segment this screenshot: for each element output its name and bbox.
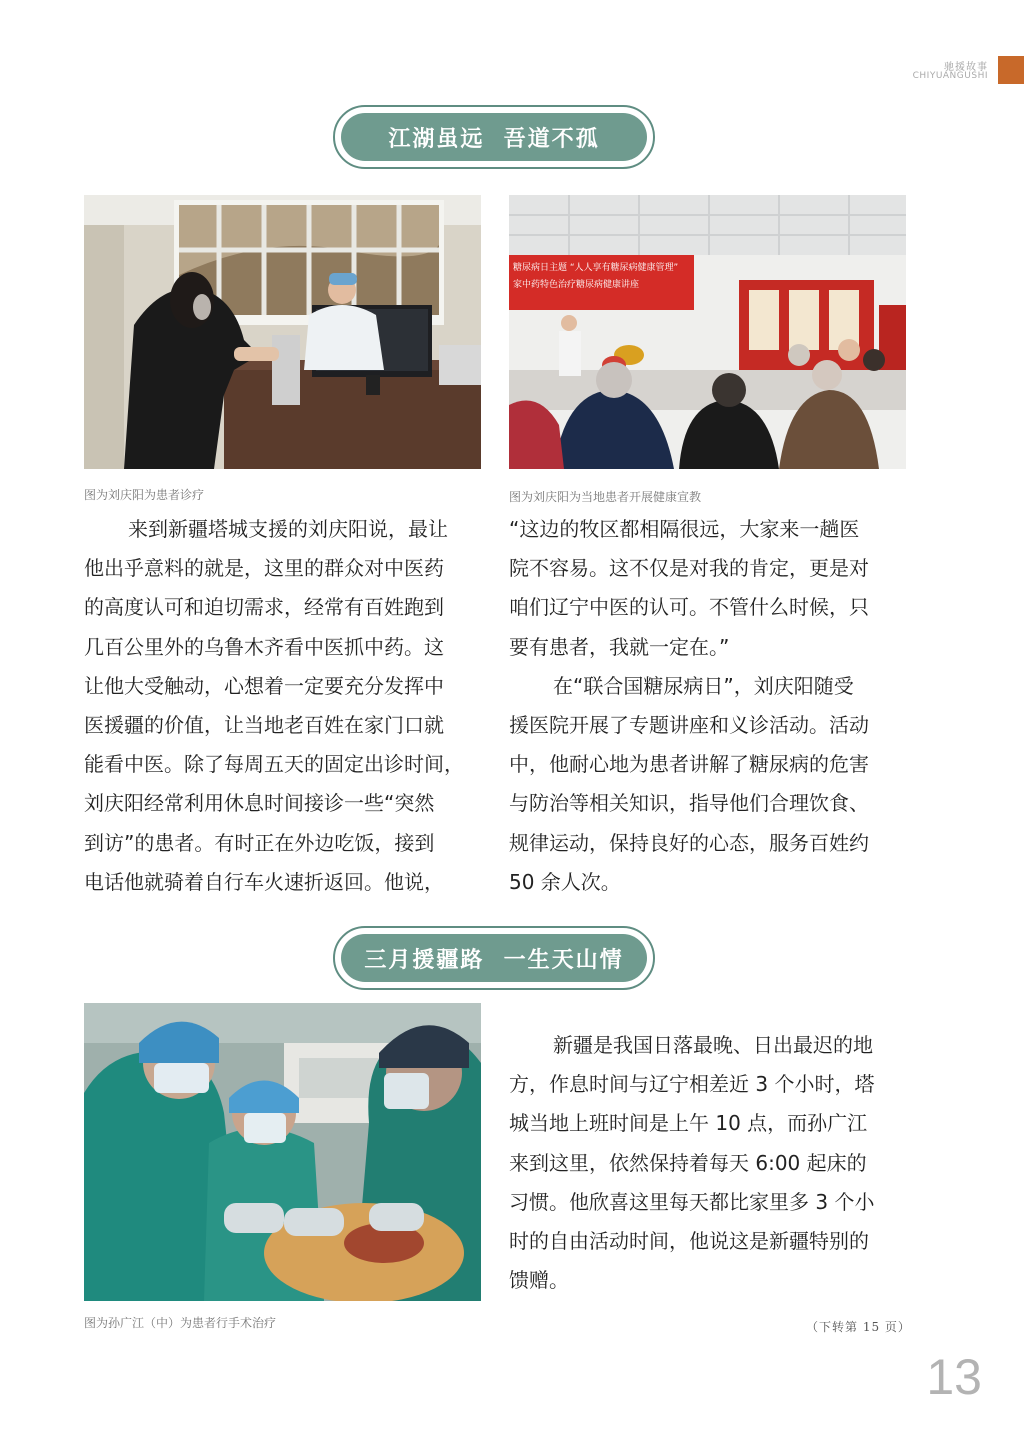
photo-health-lecture: [509, 195, 906, 469]
banner-line-2: 家中药特色治疗糖尿病健康讲座: [513, 280, 640, 290]
section2-right-text: [509, 1026, 906, 1300]
text-line: 电话他就骑着自行车火速折返回。他说，: [84, 869, 444, 894]
page-number: 13: [926, 1349, 982, 1405]
text-line: 他出乎意料的就是，这里的群众对中医药: [84, 556, 444, 581]
text-line: 新疆是我国日落最晚、日出最迟的地: [553, 1033, 873, 1057]
text-line: 时的自由活动时间，他说这是新疆特别的: [509, 1229, 869, 1254]
text-line: 几百公里外的乌鲁木齐看中医抓中药。这: [84, 634, 444, 659]
text-line: 城当地上班时间是上午 10 点，而孙广江: [509, 1111, 868, 1136]
photo-caption-surgery: 图为孙广江（中）为患者行手术治疗: [84, 1316, 277, 1330]
continued-note: （下转第 15 页）: [806, 1320, 911, 1334]
section-label-english: CHIYUANGUSHI: [912, 71, 988, 81]
text-line: 中，他耐心地为患者讲解了糖尿病的危害: [509, 752, 869, 777]
photo-consultation: [84, 195, 481, 469]
text-line: 习惯。他欣喜这里每天都比家里多 3 个小: [509, 1189, 875, 1214]
section-label: 驰援故事: [944, 62, 988, 73]
text-line: 援医院开展了专题讲座和义诊活动。活动: [509, 713, 869, 738]
text-line: “这边的牧区都相隔很远，大家来一趟医: [509, 517, 860, 541]
text-line: 的高度认可和迫切需求，经常有百姓跑到: [84, 595, 444, 620]
section1-left-text: [84, 510, 481, 902]
text-line: 与防治等相关知识，指导他们合理饮食、: [509, 791, 869, 816]
section1-right-text: [509, 510, 906, 902]
text-line: 要有患者，我就一定在。”: [509, 634, 730, 659]
photo-caption-consultation: 图为刘庆阳为患者诊疗: [84, 488, 205, 502]
text-line: 刘庆阳经常利用休息时间接诊一些“突然: [84, 791, 435, 816]
text-line: 50 余人次。: [509, 869, 621, 894]
text-line: 规律运动，保持良好的心态，服务百姓约: [509, 830, 869, 855]
section-title-1: 江湖虽远 吾道不孤: [341, 113, 647, 161]
text-line: 来到新疆塔城支援的刘庆阳说，最让: [128, 517, 448, 541]
photo-surgery: [84, 1003, 481, 1301]
text-line: 咱们辽宁中医的认可。不管什么时候，只: [509, 595, 869, 620]
header-accent-block: [998, 56, 1024, 84]
text-line: 到访”的患者。有时正在外边吃饭，接到: [84, 830, 435, 855]
text-line: 让他大受触动，心想着一定要充分发挥中: [84, 673, 444, 698]
text-line: 来到这里，依然保持着每天 6:00 起床的: [509, 1150, 867, 1175]
text-line: 院不容易。这不仅是对我的肯定，更是对: [509, 556, 869, 581]
text-line: 方，作息时间与辽宁相差近 3 个小时，塔: [509, 1072, 875, 1097]
text-line: 在“联合国糖尿病日”，刘庆阳随受: [553, 673, 854, 698]
photo-caption-health-lecture: 图为刘庆阳为当地患者开展健康宣教: [509, 490, 702, 504]
banner-line-1: 糖尿病日主题 “人人享有糖尿病健康管理”: [513, 263, 679, 273]
section-title-2: 三月援疆路 一生天山情: [341, 934, 647, 982]
text-line: 医援疆的价值，让当地老百姓在家门口就: [84, 713, 444, 738]
section-title-banner-1: [333, 105, 655, 169]
section-title-banner-2: [333, 926, 655, 990]
text-line: 馈赠。: [509, 1268, 569, 1293]
text-line: 能看中医。除了每周五天的固定出诊时间，: [84, 752, 464, 777]
